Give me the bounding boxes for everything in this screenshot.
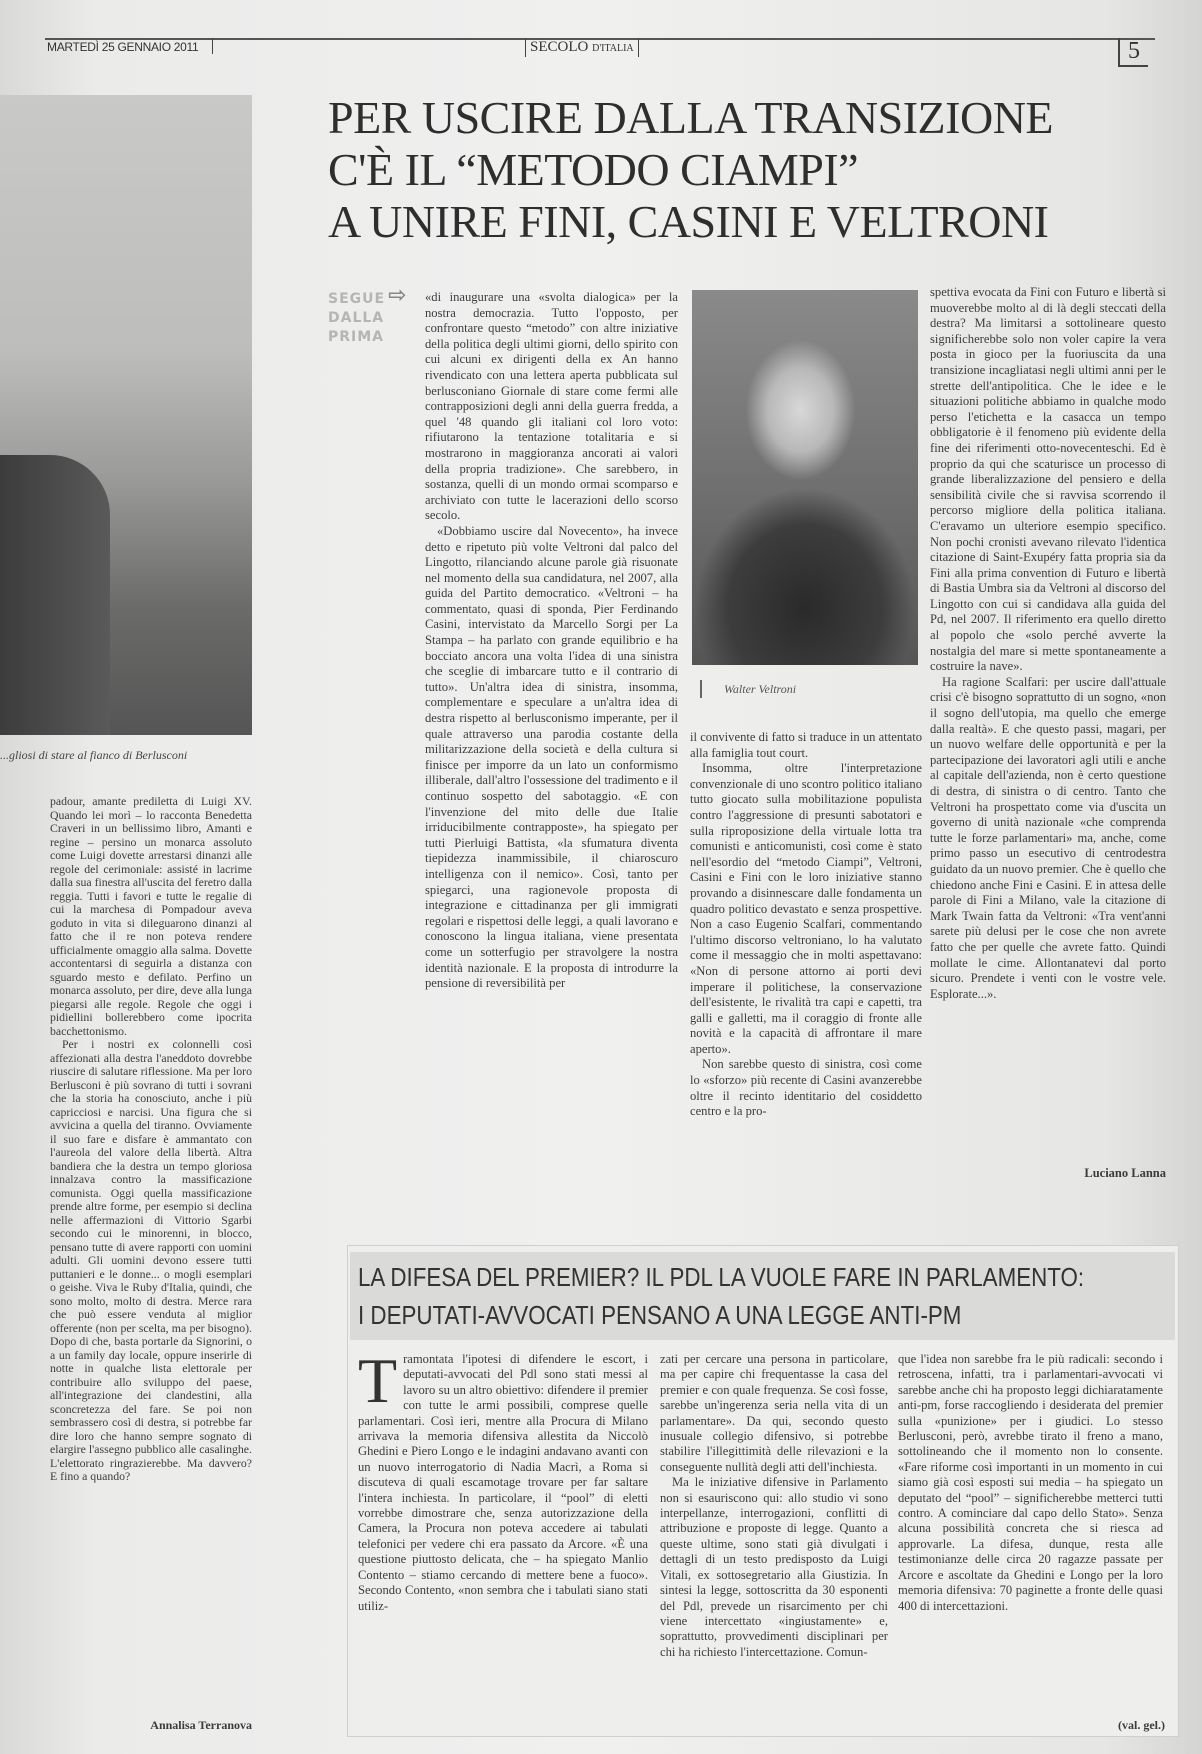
issue-date: MARTEDÌ 25 GENNAIO 2011 — [47, 40, 199, 54]
boxed-article-author: (val. gel.) — [1118, 1718, 1165, 1732]
paragraph: «di inaugurare una «svolta dialogica» per la nostra democrazia. Tutto l'opposto, per confrontare questo “metodo” con altre iniziative della politica degli ultimi giorni, dello spirito con cui alcuni ex dirigenti della ex An hanno rivendicato con una lettera aperta pubblicata sul berlusconiano Giornale di stare come fermi alle contrapposizioni degli anni della guerra fredda, a quel '48 quando gli italiani col loro voto: rifiutarono la tentazione totalitaria e si mostrarono in maggioranza ancorati ai valori della propria tradizione». Che sarebbero, in sostanza, quelli di un mondo ormai scomparso e archiviato con tutte le lacerazioni dello scorso secolo. — [425, 290, 678, 523]
main-article-author: Luciano Lanna — [1084, 1166, 1166, 1180]
drop-cap: T — [358, 1345, 398, 1416]
headline-line: PER USCIRE DALLA TRANSIZIONE — [328, 92, 1054, 143]
paragraph: Non sarebbe questo di sinistra, così come lo «sforzo» più recente di Casini avanzerebbe oltre il recinto identitario del cosiddetto centro e la pro- — [690, 1057, 922, 1119]
paragraph: zati per cercare una persona in particolare, ma per capire chi frequentasse la casa del premier e con quale frequenza. Se così fosse, sarebbe un'ingerenza seria nella vita di un parlamentare». Da qui, secondo questo inusuale collegio difensivo, si potrebbe stabilire l'illegittimità delle rilevazioni e la conseguente nullità degli atti dell'inchiesta. — [660, 1352, 888, 1474]
continued-word: PRIMA — [328, 329, 385, 345]
headline-line: A UNIRE FINI, CASINI E VELTRONI — [328, 196, 1049, 247]
paragraph: spettiva evocata da Fini con Futuro e libertà si muoverebbe molto al di là degli steccati della destra? Ma limitarsi a sottolineare questo significherebbe solo non voler capire la vera posta in gioco per la fuoriuscita da una transizione incagliatasi negli ultimi anni per le strette dell'antipolitica. Che le idee e le situazioni politiche abbiamo in qualche modo perso l'etichetta e la casacca un tempo obbligatorie è il fenomeno più evidente della fine dei riferimenti otto-novecenteschi. Ed è proprio da qui che scaturisce un processo di grande liberalizzazione del pensiero e della sensibilità civile che si ravvisa scorrendo il percorso migliore della politica italiana. C'eravamo un ulteriore esempio specifico. Non pochi cronisti avevano rilevato l'identica citazione di Saint-Exupéry fatta propria sia da Fini alla prima convention di Futuro e libertà di Bastia Umbra sia da Veltroni al discorso del Lingotto con cui si candidava alla guida del Pd, nel 2007. Il riferimento era quello diretto al popolo che «solo perché avverte la nostalgia del mare si mette spontaneamente a costruire la nave». — [930, 285, 1166, 674]
paragraph: Ha ragione Scalfari: per uscire dall'attuale crisi c'è bisogno soprattutto di un sogno, «non il sogno dell'utopia, ma quello che emerge dalla realtà». E che questo passi, magari, per un nuovo welfare delle opportunità e per la partecipazione dei lavoratori agli utili e anche al capitale dell'azienda, non è certo questione di destra, di sinistra o di centro. Tanto che Veltroni ha prospettato come via d'uscita un governo di unità nazionale «che comprenda tutte le forze parlamentari» ma, anche, come primo passo un esecutivo di centrodestra guidato da un nuovo premier. Che è quello che chiedono anche Fini e Casini. E in attesa delle parole di Fini a Milano, vale la citazione di Mark Twain fatta da Veltroni: «Tra vent'anni sarete più delusi per le cose che non avrete fatto che per quelle che avrete fatto. Quindi mollate le cime. Allontanatevi dal porto sicuro. Prendete i venti con le vostre vele. Esplorate...». — [930, 674, 1166, 1001]
paragraph: Per i nostri ex colonnelli così affezionati alla destra l'aneddoto dovrebbe riuscire di salutare riflessione. Ma per loro Berlusconi è più sovrano di tutti i sovrani che la storia ha conosciuto, anche i più capricciosi e narcisi. Una figura che si avvicina a quella del tiranno. Ovviamente il suo fare e disfare è ammantato con l'aureola del valore della libertà. Altra bandiera che la destra un tempo gloriosa innalzava contro la massificazione comunista. Oggi quella massificazione prende altre forme, per esempio si declina nelle affermazioni di Vittorio Sgarbi secondo cui le minorenni, in blocco, pensano tutte di avere rapporti con uomini adulti. Gli uomini devono essere tutti puttanieri e le donne... o mogli esemplari o geishe. Viva le Ruby d'Italia, quindi, che sono molto, molto di destra. Merce rara che può essere venduta al miglior offerente (non per scelta, ma per bisogno). Dopo di che, basta portarle da Signorini, o a un family day locale, oppure inserirle di notte in qualche lista elettorale per contribuire allo sviluppo del paese, all'integrazione dei clandestini, alla sconcretezza del fare. Se poi non sembrassero così di destra, si potrebbe far dire loro che hanno sempre sognato di elargire l'assegno pubblico alle casalinghe. L'elettorato ringrazierebbe. Ma davvero? E fino a quando? — [50, 1037, 252, 1483]
paragraph: il convivente di fatto si traduce in un attentato alla famiglia tout court. — [690, 730, 922, 760]
continued-word: DALLA — [328, 310, 385, 326]
boxed-article-column-2 — [660, 1352, 888, 1660]
masthead-name: SECOLO — [530, 39, 589, 55]
header-divider — [212, 38, 213, 54]
main-article-column-3 — [930, 285, 1166, 1002]
continued-word: SEGUE — [328, 291, 386, 307]
boxed-article-column-3 — [898, 1352, 1163, 1614]
photo-figure — [0, 455, 110, 735]
masthead-subname: D'ITALIA — [592, 43, 634, 54]
veltroni-photo — [692, 290, 918, 665]
boxed-article-title — [358, 1258, 1085, 1334]
left-photo-caption: ...gliosi di stare al fianco di Berlusconi — [0, 748, 188, 762]
paragraph: que l'idea non sarebbe fra le più radicali: secondo i retroscena, infatti, tra i parlamentari-avvocati vi sarebbe anche chi ha proposto leggi dichiaratamente anti-pm, forse raccogliendo i desiderata del premier sulla «punizione» per i giudici. Lo stesso Berlusconi, però, avrebbe tirato il freno a mano, sottolineando che il momento non lo consente. «Fare riforme così importanti in un momento in cui siamo già così esposti sui media – ha spiegato un deputato del “pool” – significherebbe metterci tutti contro. A cominciare dal capo dello Stato». Senza alcuna possibilità concreta che si riesca ad approvarle. La difesa, dunque, resta alle testimonianze delle circa 20 ragazze passate per Arcore e ascoltate da Ghedini e Longo per la loro memoria difensiva: 70 paginette a fronte delle quasi 400 di intercettazioni. — [898, 1352, 1163, 1613]
boxed-article-column-1 — [358, 1345, 648, 1614]
veltroni-photo-caption: Walter Veltroni — [700, 680, 796, 698]
paragraph: «Dobbiamo uscire dal Novecento», ha invece detto e ripetuto più volte Veltroni dal palco del Lingotto, rilanciando alcune parole già risuonate nel momento della sua candidatura, nel 2007, alla guida del Partito democratico. «Veltroni – ha commentato, quasi di sponda, Pier Ferdinando Casini, intervistato da Marcello Sorgi per La Stampa – ha parlato con grande equilibrio e ha bocciato ancora una volta l'idea di una sinistra che sceglie di imbarcare tutto e il contrario di tutto». Un'altra idea di sinistra, insomma, complementare e speculare a un'altra idea di destra rispetto al berlusconismo imperante, per il quale attraverso una parodia costante della militarizzazione della società e della cultura si finisce per imporre da un lato un conformismo illiberale, dall'altro l'ossessione del tradimento e il continuo sospetto del sabotaggio. «E con l'invenzione del mito delle due Italie irriducibilmente contrapposte», ha spiegato per tutti Pierluigi Battista, «la sfumatura diventa tiepidezza inammissibile, il chiaroscuro intelligenza con il nemico». Così, tanto per spiegarci, una ragionevole proposta di integrazione e cittadinanza per gli immigrati regolari e rispettosi delle leggi, a quali lavorano e conoscono la lingua italiana, viene presentata come un sotterfugio per stravolgere la nostra identità nazionale. E la proposta di introdurre la pensione di reversibilità per — [425, 523, 678, 991]
arrow-right-icon: ⇨ — [388, 283, 408, 308]
main-article-column-1 — [425, 290, 678, 992]
left-article-photo — [0, 95, 252, 735]
paragraph: padour, amante prediletta di Luigi XV. Quando lei morì – lo racconta Benedetta Craveri in un bellissimo libro, Amanti e regine – persino un monarca assoluto come Luigi dovette arrestarsi dinanzi alle regole del cerimoniale: assisté in lacrime dalla sua finestra all'uscita del feretro dalla reggia. Tutti i favori e tutte le regalie di cui la marchesa di Pompadour aveva goduto in vita si dileguarono dinanzi al fatto che il re non poteva rendere ufficialmente omaggio alla salma. Dovette accontentarsi di seguirla a distanza con sguardo mesto e defilato. Perfino un monarca assoluto, per dire, deve alla lunga piegarsi alle regole. Regole che oggi i pidiellini bollerebbero come ipocrita bacchettonismo. — [50, 794, 252, 1038]
paragraph: Ma le iniziative difensive in Parlamento non si esauriscono qui: allo studio vi sono interpellanze, interrogazioni, conflitti di attribuzione e proposte di legge. Quanto a queste ultime, sono stati già divulgati i dettagli di un testo predisposto da Luigi Vitali, ex sottosegretario alla Giustizia. In sintesi la legge, sottoscritta da 30 esponenti del Pdl, prevede un risarcimento per chi viene intercettato «ingiustamente» e, soprattutto, provvedimenti disciplinari per chi ha richiesto l'intercettazione. Comun- — [660, 1475, 888, 1659]
left-article-column — [50, 795, 252, 1484]
paragraph: ramontata l'ipotesi di difendere le escort, i deputati-avvocati del Pdl sono stati messi al lavoro su un altro obiettivo: difendere il premier con tutte le armi possibili, comprese quelle parlamentari. Così ieri, mentre alla Procura di Milano arrivava la memoria difensiva allestita da Niccolò Ghedini e Piero Longo e le indagini andavano avanti con un nuovo interrogatorio di Nadia Macrì, a Roma si discuteva di quali escamotage trovare per far saltare l'intera inchiesta. In particolare, il “pool” di eletti vorrebbe dimostrare che, senza autorizzazione della Camera, la Procura non poteva accedere ai tabulati telefonici per vedere chi era passato da Arcore. «È una questione piuttosto delicata, che – ha spiegato Manlio Contento – stiamo cercando di mettere bene a fuoco». Secondo Contento, «non sembra che i tabulati siano stati utiliz- — [358, 1352, 648, 1613]
paragraph: Insomma, oltre l'interpretazione convenzionale di uno scontro politico italiano tutto giocato sulla mobilitazione populista contro l'aggressione di presunti sabotatori e sulla riproposizione della virtuale lotta tra comunisti e anticomunisti, così come è stato nell'esordio del “metodo Ciampi”, Veltroni, Casini e Fini con le loro iniziative stanno provando a disinnescare dalle fondamenta un quadro politico devastato e senza prospettive. Non a caso Eugenio Scalfari, commentando l'ultimo discorso veltroniano, lo ha valutato come il messaggio che in molti aspettavano: «Non di persone attorno ai porti devi imperare il politichese, la conservazione dell'esistente, le rivalità tra capi e capetti, tra galli e galletti, ma il coraggio di fronte alle novità e la capacità di affrontare il mare aperto». — [690, 761, 922, 1056]
masthead — [525, 38, 639, 57]
main-article-column-2 — [690, 730, 922, 1120]
title-line: I DEPUTATI-AVVOCATI PENSANO A UNA LEGGE ANTI-PM — [358, 1300, 962, 1330]
continued-from-front-label — [328, 283, 423, 347]
title-line: LA DIFESA DEL PREMIER? IL PDL LA VUOLE FARE IN PARLAMENTO: — [358, 1262, 1085, 1292]
page-number: 5 — [1118, 38, 1148, 67]
headline-line: C'È IL “METODO CIAMPI” — [328, 144, 859, 195]
main-headline — [328, 92, 1108, 248]
left-article-author: Annalisa Terranova — [150, 1718, 252, 1732]
